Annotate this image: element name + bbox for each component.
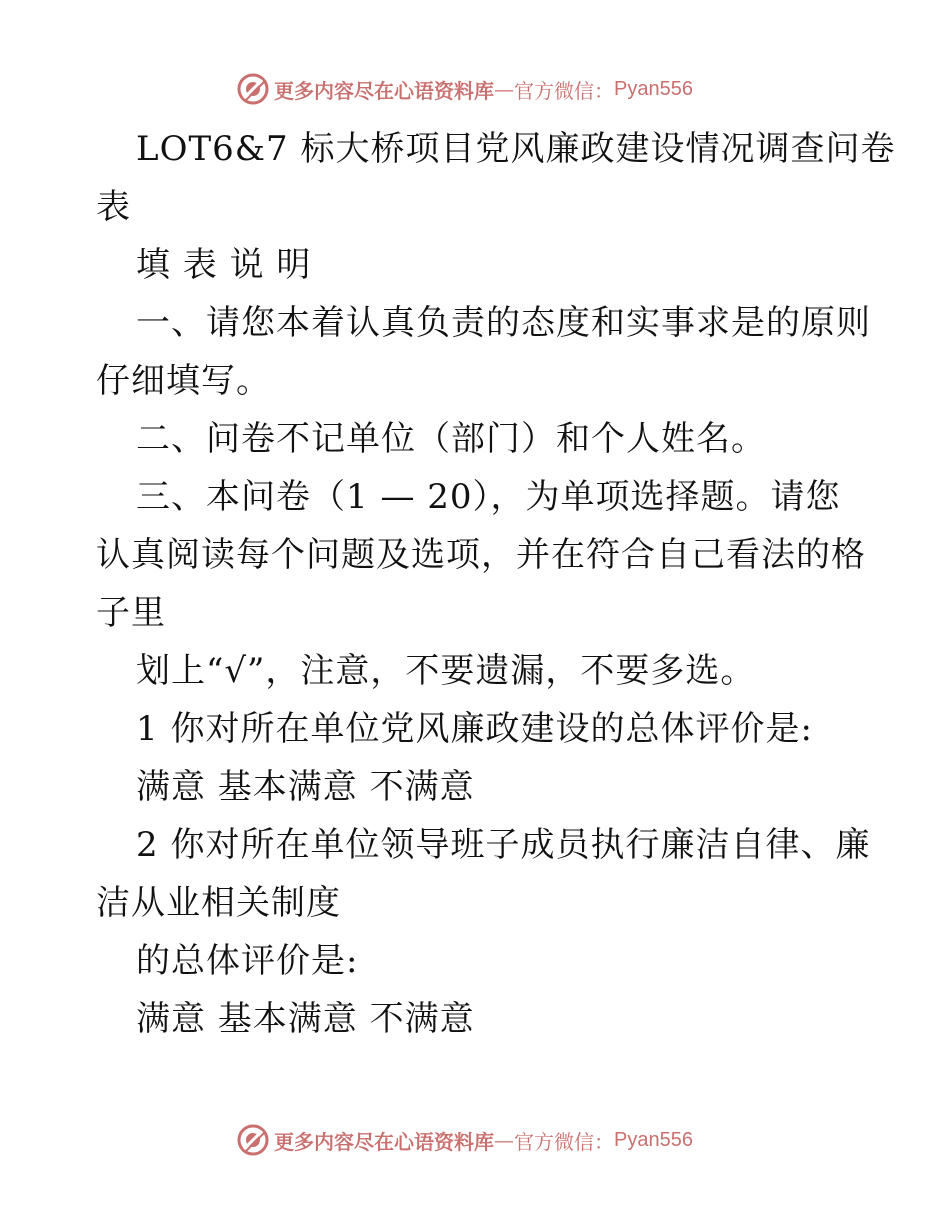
- banner-official-label: 官方微信：: [514, 78, 614, 103]
- instruction-item-1-continued: 仔细填写。: [96, 361, 271, 401]
- instruction-item-2: 二、问卷不记单位（部门）和个人姓名。: [136, 419, 766, 459]
- question-2-continued: 洁从业相关制度: [96, 883, 341, 923]
- logo-icon: [236, 1123, 270, 1157]
- banner-wechat-id: Pyan556: [614, 1128, 693, 1151]
- banner-official-label: 官方微信：: [514, 1129, 614, 1154]
- question-1-options: 满意 基本满意 不满意: [136, 767, 475, 807]
- instruction-item-1: 一、请您本着认真负责的态度和实事求是的原则: [136, 303, 871, 343]
- instruction-item-3: 三、本问卷（1 — 20），为单项选择题。请您: [136, 477, 841, 517]
- question-2: 2 你对所在单位领导班子成员执行廉洁自律、廉: [136, 825, 871, 865]
- banner-separator: —: [494, 77, 514, 101]
- logo-icon: [236, 72, 270, 106]
- footer-banner: [236, 1123, 693, 1157]
- instruction-item-3-continued: 认真阅读每个问题及选项，并在符合自己看法的格: [96, 535, 866, 575]
- instructions-heading: 填 表 说 明: [136, 245, 312, 285]
- question-2-options: 满意 基本满意 不满意: [136, 999, 475, 1039]
- header-banner: [236, 72, 693, 106]
- banner-brand: 更多内容尽在心语资料库: [274, 1129, 494, 1154]
- instruction-item-3-continued-2: 子里: [96, 593, 166, 633]
- question-2-continued-2: 的总体评价是:: [136, 941, 359, 981]
- banner-separator: —: [494, 1128, 514, 1152]
- banner-brand: 更多内容尽在心语资料库: [274, 78, 494, 103]
- instruction-item-3-continued-3: 划上“√”，注意，不要遗漏，不要多选。: [136, 651, 756, 691]
- document-body: [96, 120, 896, 1048]
- banner-wechat-id: Pyan556: [614, 77, 693, 100]
- question-1: 1 你对所在单位党风廉政建设的总体评价是:: [136, 709, 813, 749]
- doc-title-continued: 表: [96, 187, 131, 227]
- doc-title: LOT6&7 标大桥项目党风廉政建设情况调查问卷: [136, 129, 896, 169]
